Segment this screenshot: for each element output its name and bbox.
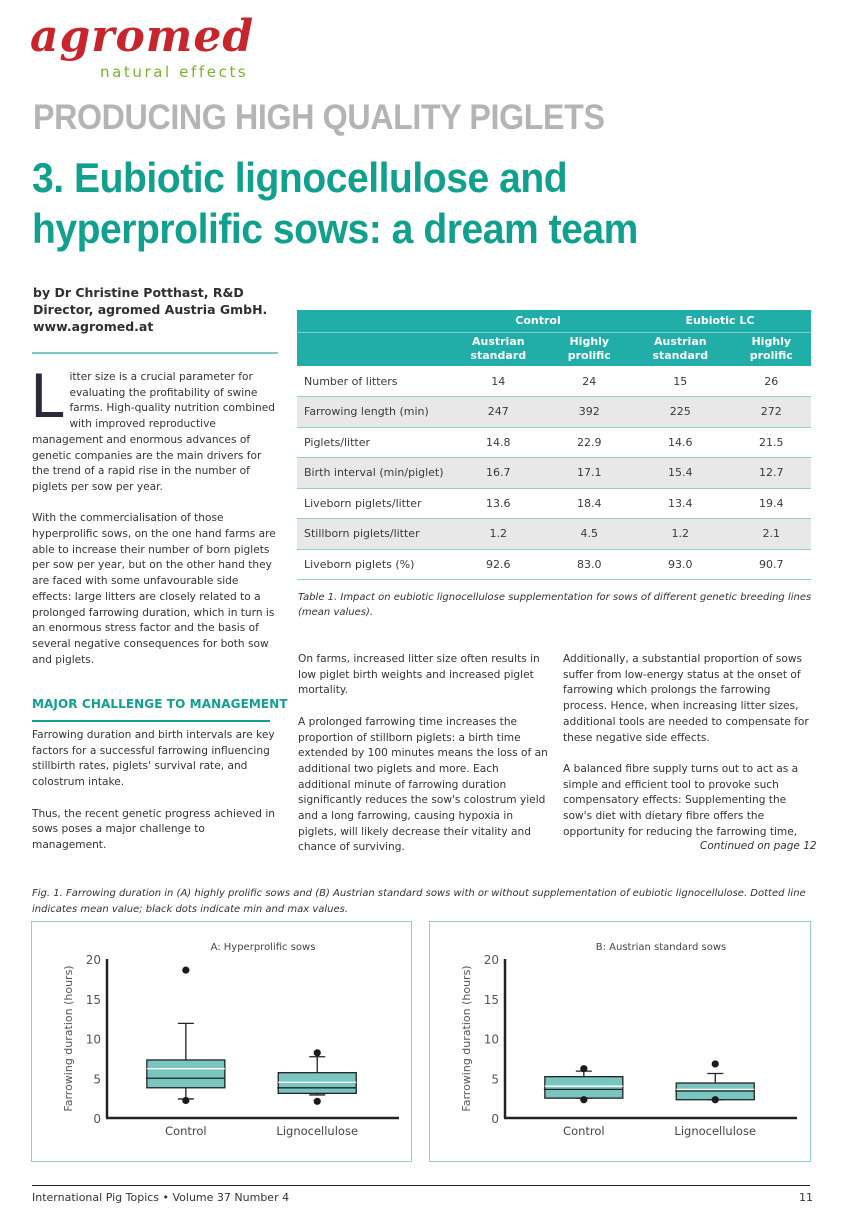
byline [33, 284, 283, 335]
table-cell: 17.1 [550, 458, 629, 489]
y-tick-label: 5 [491, 1072, 499, 1087]
section-kicker: PRODUCING HIGH QUALITY PIGLETS [33, 98, 605, 137]
table-cell: 24 [550, 366, 629, 397]
drop-cap: L [30, 362, 64, 432]
section-heading: MAJOR CHALLENGE TO MANAGEMENT [32, 697, 288, 711]
max-dot [580, 1065, 587, 1072]
title-line-2: hyperprolific sows: a dream team [32, 205, 638, 252]
table-cell: 14.6 [629, 427, 732, 458]
box-control [146, 967, 225, 1105]
column-2 [298, 652, 548, 872]
table-cell: 26 [732, 366, 811, 397]
row-label: Stillborn piglets/litter [297, 519, 447, 550]
table-cell: 83.0 [550, 549, 629, 580]
table-cell: 1.2 [629, 519, 732, 550]
byline-affiliation: Director, agromed Austria GmbH. [33, 302, 268, 317]
table-cell: 1.2 [447, 519, 550, 550]
table-cell: 93.0 [629, 549, 732, 580]
y-axis-label: Farrowing duration (hours) [62, 965, 75, 1112]
results-table [297, 310, 811, 580]
logo-tagline: natural effects [100, 63, 249, 81]
publication-info: International Pig Topics • Volume 37 Number 4 [32, 1191, 290, 1204]
row-label: Piglets/litter [297, 427, 447, 458]
table-cell: 12.7 [732, 458, 811, 489]
table-caption: Table 1. Impact on eubiotic lignocellulose supplementation for sows of different genetic breeding lines (mean values). [298, 592, 812, 618]
section-heading-underline [32, 720, 270, 722]
title-line-1: 3. Eubiotic lignocellulose and [32, 154, 568, 201]
paragraph: Thus, the recent genetic progress achieved in sows poses a major challenge to management. [32, 807, 276, 851]
min-dot [712, 1096, 719, 1103]
continued-link[interactable]: Continued on page 12 [700, 840, 817, 852]
table-header-empty [297, 310, 447, 332]
intro-paragraph: Litter size is a crucial parameter for evaluating the profitability of swine farms. High-quality nutrition combined with improved reproductive management and enormous advances of genetic companies are the main drivers for the trend of a rapid rise in the number of piglets per sow per year. [30, 362, 275, 493]
y-tick-label: 0 [491, 1112, 499, 1126]
sub-header: Highly prolific [550, 332, 629, 366]
table-cell: 4.5 [550, 519, 629, 550]
boxplot-chart-b [430, 922, 809, 1160]
y-tick-label: 20 [483, 953, 499, 967]
row-label: Liveborn piglets (%) [297, 549, 447, 580]
table-cell: 92.6 [447, 549, 550, 580]
article-title [32, 152, 638, 254]
table-cell: 18.4 [550, 488, 629, 519]
group-header-eubiotic: Eubiotic LC [629, 310, 811, 332]
y-tick-label: 0 [93, 1112, 101, 1126]
y-tick-label: 10 [483, 1032, 499, 1047]
paragraph: A prolonged farrowing time increases the proportion of stillborn piglets: a birth time extended by 100 minutes means the loss of an additional two piglets and more. Each additional minute of farrowing duration significantly reduces the sow's colostrum yield and a long farrowing, causing hypoxia in piglets, will likely decrease their vitality and chance of surviving. [298, 715, 548, 854]
footer-divider [32, 1185, 810, 1186]
min-dot [314, 1098, 321, 1105]
page-number: 11 [799, 1191, 813, 1204]
table-cell: 14 [447, 366, 550, 397]
table-row [297, 427, 811, 458]
table-cell: 392 [550, 397, 629, 428]
group-header-control: Control [447, 310, 629, 332]
agromed-logo: agromed [30, 11, 255, 62]
table-cell: 19.4 [732, 488, 811, 519]
table-cell: 15.4 [629, 458, 732, 489]
iqr-box [147, 1060, 225, 1088]
y-tick-label: 20 [85, 953, 101, 967]
table-row [297, 458, 811, 489]
column-1-lower [32, 728, 278, 869]
min-dot [580, 1096, 587, 1103]
figure-caption: Fig. 1. Farrowing duration in (A) highly prolific sows and (B) Austrian standard sows with or without supplementation of eubiotic lignocellulose. Dotted line indicates mean value; black dots indicate min and max values. [32, 888, 806, 915]
boxplot-chart-a [32, 922, 410, 1160]
x-tick-label: Control [563, 1124, 605, 1138]
row-label: Liveborn piglets/litter [297, 488, 447, 519]
table-cell: 22.9 [550, 427, 629, 458]
chart-title: B: Austrian standard sows [595, 942, 727, 953]
table-cell: 13.6 [447, 488, 550, 519]
row-label: Number of litters [297, 366, 447, 397]
table-cell: 16.7 [447, 458, 550, 489]
table-header-empty [297, 332, 447, 366]
table-cell: 13.4 [629, 488, 732, 519]
column-1 [30, 362, 278, 684]
x-tick-label: Lignocellulose [276, 1124, 359, 1138]
table-cell: 14.8 [447, 427, 550, 458]
chart-panel-a [31, 921, 412, 1162]
chart-title: A: Hyperprolific sows [210, 942, 316, 953]
y-tick-label: 15 [85, 992, 101, 1007]
y-tick-label: 15 [483, 992, 499, 1007]
box-control [544, 1065, 623, 1103]
sub-header: Austrian standard [447, 332, 550, 366]
max-dot [314, 1049, 321, 1056]
paragraph: Additionally, a substantial proportion of sows suffer from low-energy status at the onset of farrowing which prolongs the farrowing process. Hence, when increasing litter sizes, additional tools are needed to compensate for these negative side effects. [563, 653, 809, 744]
y-tick-label: 5 [93, 1072, 101, 1087]
row-label: Birth interval (min/piglet) [297, 458, 447, 489]
table-row [297, 488, 811, 519]
paragraph: A balanced fibre supply turns out to act as a simple and efficient tool to provoke such compensatory effects: Supplementing the sow's diet with dietary fibre offers the opportunity for reducing the farrowing time, [563, 762, 799, 838]
min-dot [182, 1097, 189, 1104]
box-lignocellulose [277, 1049, 356, 1105]
table-cell: 21.5 [732, 427, 811, 458]
box-lignocellulose [675, 1060, 754, 1103]
y-tick-label: 10 [85, 1032, 101, 1047]
table-cell: 15 [629, 366, 732, 397]
row-label: Farrowing length (min) [297, 397, 447, 428]
table-row [297, 549, 811, 580]
x-tick-label: Lignocellulose [674, 1124, 757, 1138]
max-dot [712, 1060, 719, 1067]
table-row [297, 397, 811, 428]
table-row [297, 366, 811, 397]
chart-panel-b [429, 921, 811, 1162]
paragraph: With the commercialisation of those hyperprolific sows, on the one hand farms are able to increase their number of born piglets per sow per year, but on the other hand they are faced with some unfavourable side effects: large litters are closely related to a prolonged farrowing duration, which in turn is an enormous stress factor and the basis of several negative consequences for both sow and piglets. [32, 512, 276, 666]
table-cell: 247 [447, 397, 550, 428]
sub-header: Highly prolific [732, 332, 811, 366]
column-3 [563, 652, 815, 856]
paragraph: Farrowing duration and birth intervals are key factors for a successful farrowing influencing stillbirth rates, piglets' survival rate, and colostrum intake. [32, 729, 275, 789]
byline-website[interactable]: www.agromed.at [33, 319, 154, 334]
max-dot [182, 967, 189, 974]
byline-author: by Dr Christine Potthast, R&D [33, 285, 244, 300]
table-row [297, 519, 811, 550]
sub-header: Austrian standard [629, 332, 732, 366]
paragraph: On farms, increased litter size often results in low piglet birth weights and increased piglet mortality. [298, 653, 540, 697]
byline-divider [32, 352, 278, 354]
x-tick-label: Control [165, 1124, 207, 1138]
table-cell: 225 [629, 397, 732, 428]
iqr-box [278, 1073, 356, 1094]
table-cell: 90.7 [732, 549, 811, 580]
table-cell: 272 [732, 397, 811, 428]
table-cell: 2.1 [732, 519, 811, 550]
y-axis-label: Farrowing duration (hours) [460, 965, 473, 1112]
iqr-box [545, 1077, 623, 1098]
